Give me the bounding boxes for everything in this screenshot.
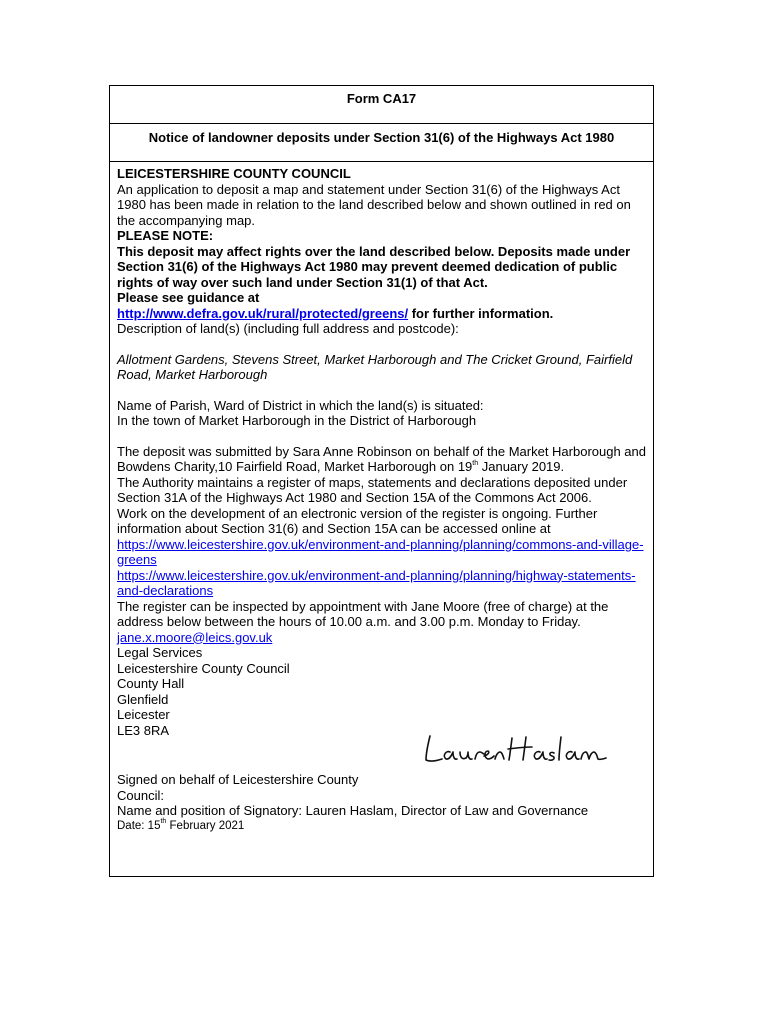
guidance-line [117,306,646,322]
address-line: Glenfield [117,691,169,707]
date-line: Date: 15th February 2021 [117,817,245,832]
signature-area [117,738,646,772]
defra-guidance-link[interactable]: http://www.defra.gov.uk/rural/protected/greens/ [117,305,409,321]
parish-value: In the town of Market Harborough in the District of Harborough [117,413,477,428]
email-link[interactable]: jane.x.moore@leics.gov.uk [117,629,273,645]
handwritten-signature [420,732,620,768]
notice-title: Notice of landowner deposits under Section 31(6) of the Highways Act 1980 [110,124,653,162]
please-note-label: PLEASE NOTE: [117,228,214,243]
please-note-text: This deposit may affect rights over the land described below. Deposits made under Section 31(6) of the Highways Act 1980 may prevent deemed dedication of public rights of way over such land under Section 31(1) of that Act. [117,243,631,290]
signatory-line: Name and position of Signatory: Lauren Haslam, Director of Law and Governance [117,803,589,818]
land-description: Allotment Gardens, Stevens Street, Market Harborough and The Cricket Ground, Fairfield Road, Market Harborough [117,351,633,382]
register-paragraph: The Authority maintains a register of maps, statements and declarations deposited under Section 31A of the Highways Act 1980 and Section 15A of the Commons Act 2006. [117,474,628,505]
council-heading: LEICESTERSHIRE COUNTY COUNCIL [117,166,351,181]
address-line: LE3 8RA [117,722,170,738]
highway-statements-link[interactable]: https://www.leicestershire.gov.uk/environment-and-planning/planning/highway-statements-and-declarations [117,567,636,598]
guidance-suffix: for further information. [408,305,554,321]
intro-paragraph: An application to deposit a map and statement under Section 31(6) of the Highways Act 1980 has been made in relation to the land described below and shown outlined in red on the accompanying map. [117,181,631,228]
guidance-prefix: Please see guidance at [117,290,260,305]
notice-body [110,162,653,833]
form-ca17 [109,85,654,877]
inspection-paragraph: The register can be inspected by appointment with Jane Moore (free of charge) at the address below between the hours of 10.00 a.m. and 3.00 p.m. Monday to Friday. [117,598,609,629]
electronic-paragraph: Work on the development of an electronic version of the register is ongoing. Further information about Section 31(6) and Section 15A can be accessed online at [117,505,598,536]
parish-label: Name of Parish, Ward of District in which the land(s) is situated: [117,397,484,413]
submitted-paragraph: The deposit was submitted by Sara Anne Robinson on behalf of the Market Harborough and Bowdens Charity,10 Fairfield Road, Market Harborough on 19th January 2019. [117,443,646,474]
address-line: Leicester [117,707,170,722]
form-title: Form CA17 [110,86,653,124]
commons-link[interactable]: https://www.leicestershire.gov.uk/environment-and-planning/planning/commons-and-village-greens [117,536,644,567]
address-line: Legal Services [117,645,203,660]
signed-on-behalf: Signed on behalf of Leicestershire County Council: [117,772,359,803]
land-description-label: Description of land(s) (including full address and postcode): [117,321,459,336]
address-line: Leicestershire County Council [117,660,290,676]
address-line: County Hall [117,676,185,691]
